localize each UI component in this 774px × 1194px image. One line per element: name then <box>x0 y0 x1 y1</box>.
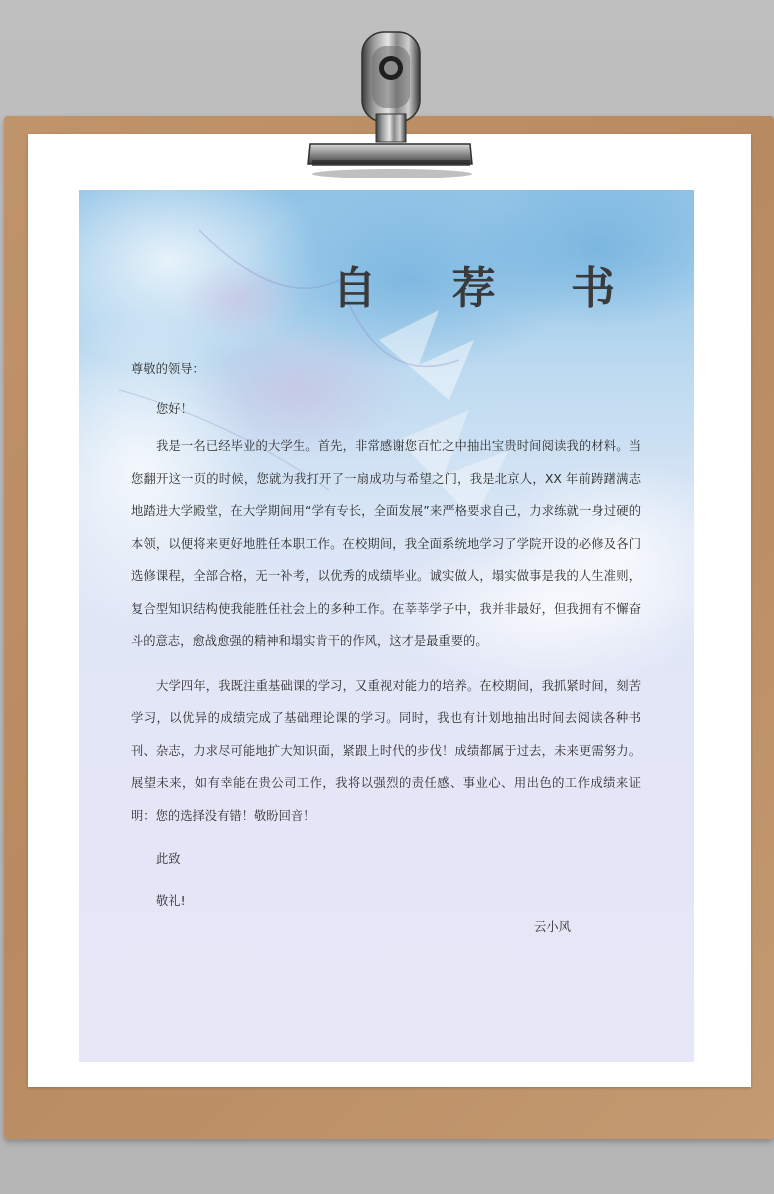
document-title: 自 荐 书 <box>332 263 645 314</box>
letter-body <box>131 354 641 928</box>
salutation: 尊敬的领导： <box>131 362 205 376</box>
binder-clip-icon <box>300 24 480 178</box>
greeting: 您好！ <box>156 402 193 416</box>
closing-line-1: 此致 <box>156 852 181 866</box>
body-paragraph-2: 大学四年，我既注重基础课的学习，又重视对能力的培养。在校期间，我抓紧时间，刻苦学习，以优异的成绩完成了基础理论课的学习。同时，我也有计划地抽出时间去阅读各种书刊、杂志，力求尽可能地扩大知识面，紧跟上时代的步伐！成绩都属于过去，未来更需努力。展望未来，如有幸能在贵公司工作，我将以强烈的责任感、事业心、用出色的工作成绩来证明：您的选择没有错！敬盼回音！ <box>131 678 641 823</box>
closing-line-2: 敬礼! <box>156 894 186 908</box>
signature: 云小风 <box>534 920 571 934</box>
body-paragraph-1: 我是一名已经毕业的大学生。首先，非常感谢您百忙之中抽出宝贵时间阅读我的材料。当您翻开这一页的时候，您就为我打开了一扇成功与希望之门，我是北京人，XX 年前踌躇满志地踏进大学殿堂，在大学期间用“学有专长，全面发展”来严格要求自己，力求练就一身过硬的本领，以便将来更好地胜任本职工作。在校期间，我全面系统地学习了学院开设的必修及各门选修课程，全部合格，无一补考，以优秀的成绩毕业。诚实做人，塌实做事是我的人生准则，复合型知识结构使我能胜任社会上的多种工作。在莘莘学子中，我并非最好，但我拥有不懈奋斗的意志，愈战愈强的精神和塌实肯干的作风，这才是最重要的。 <box>131 439 641 648</box>
